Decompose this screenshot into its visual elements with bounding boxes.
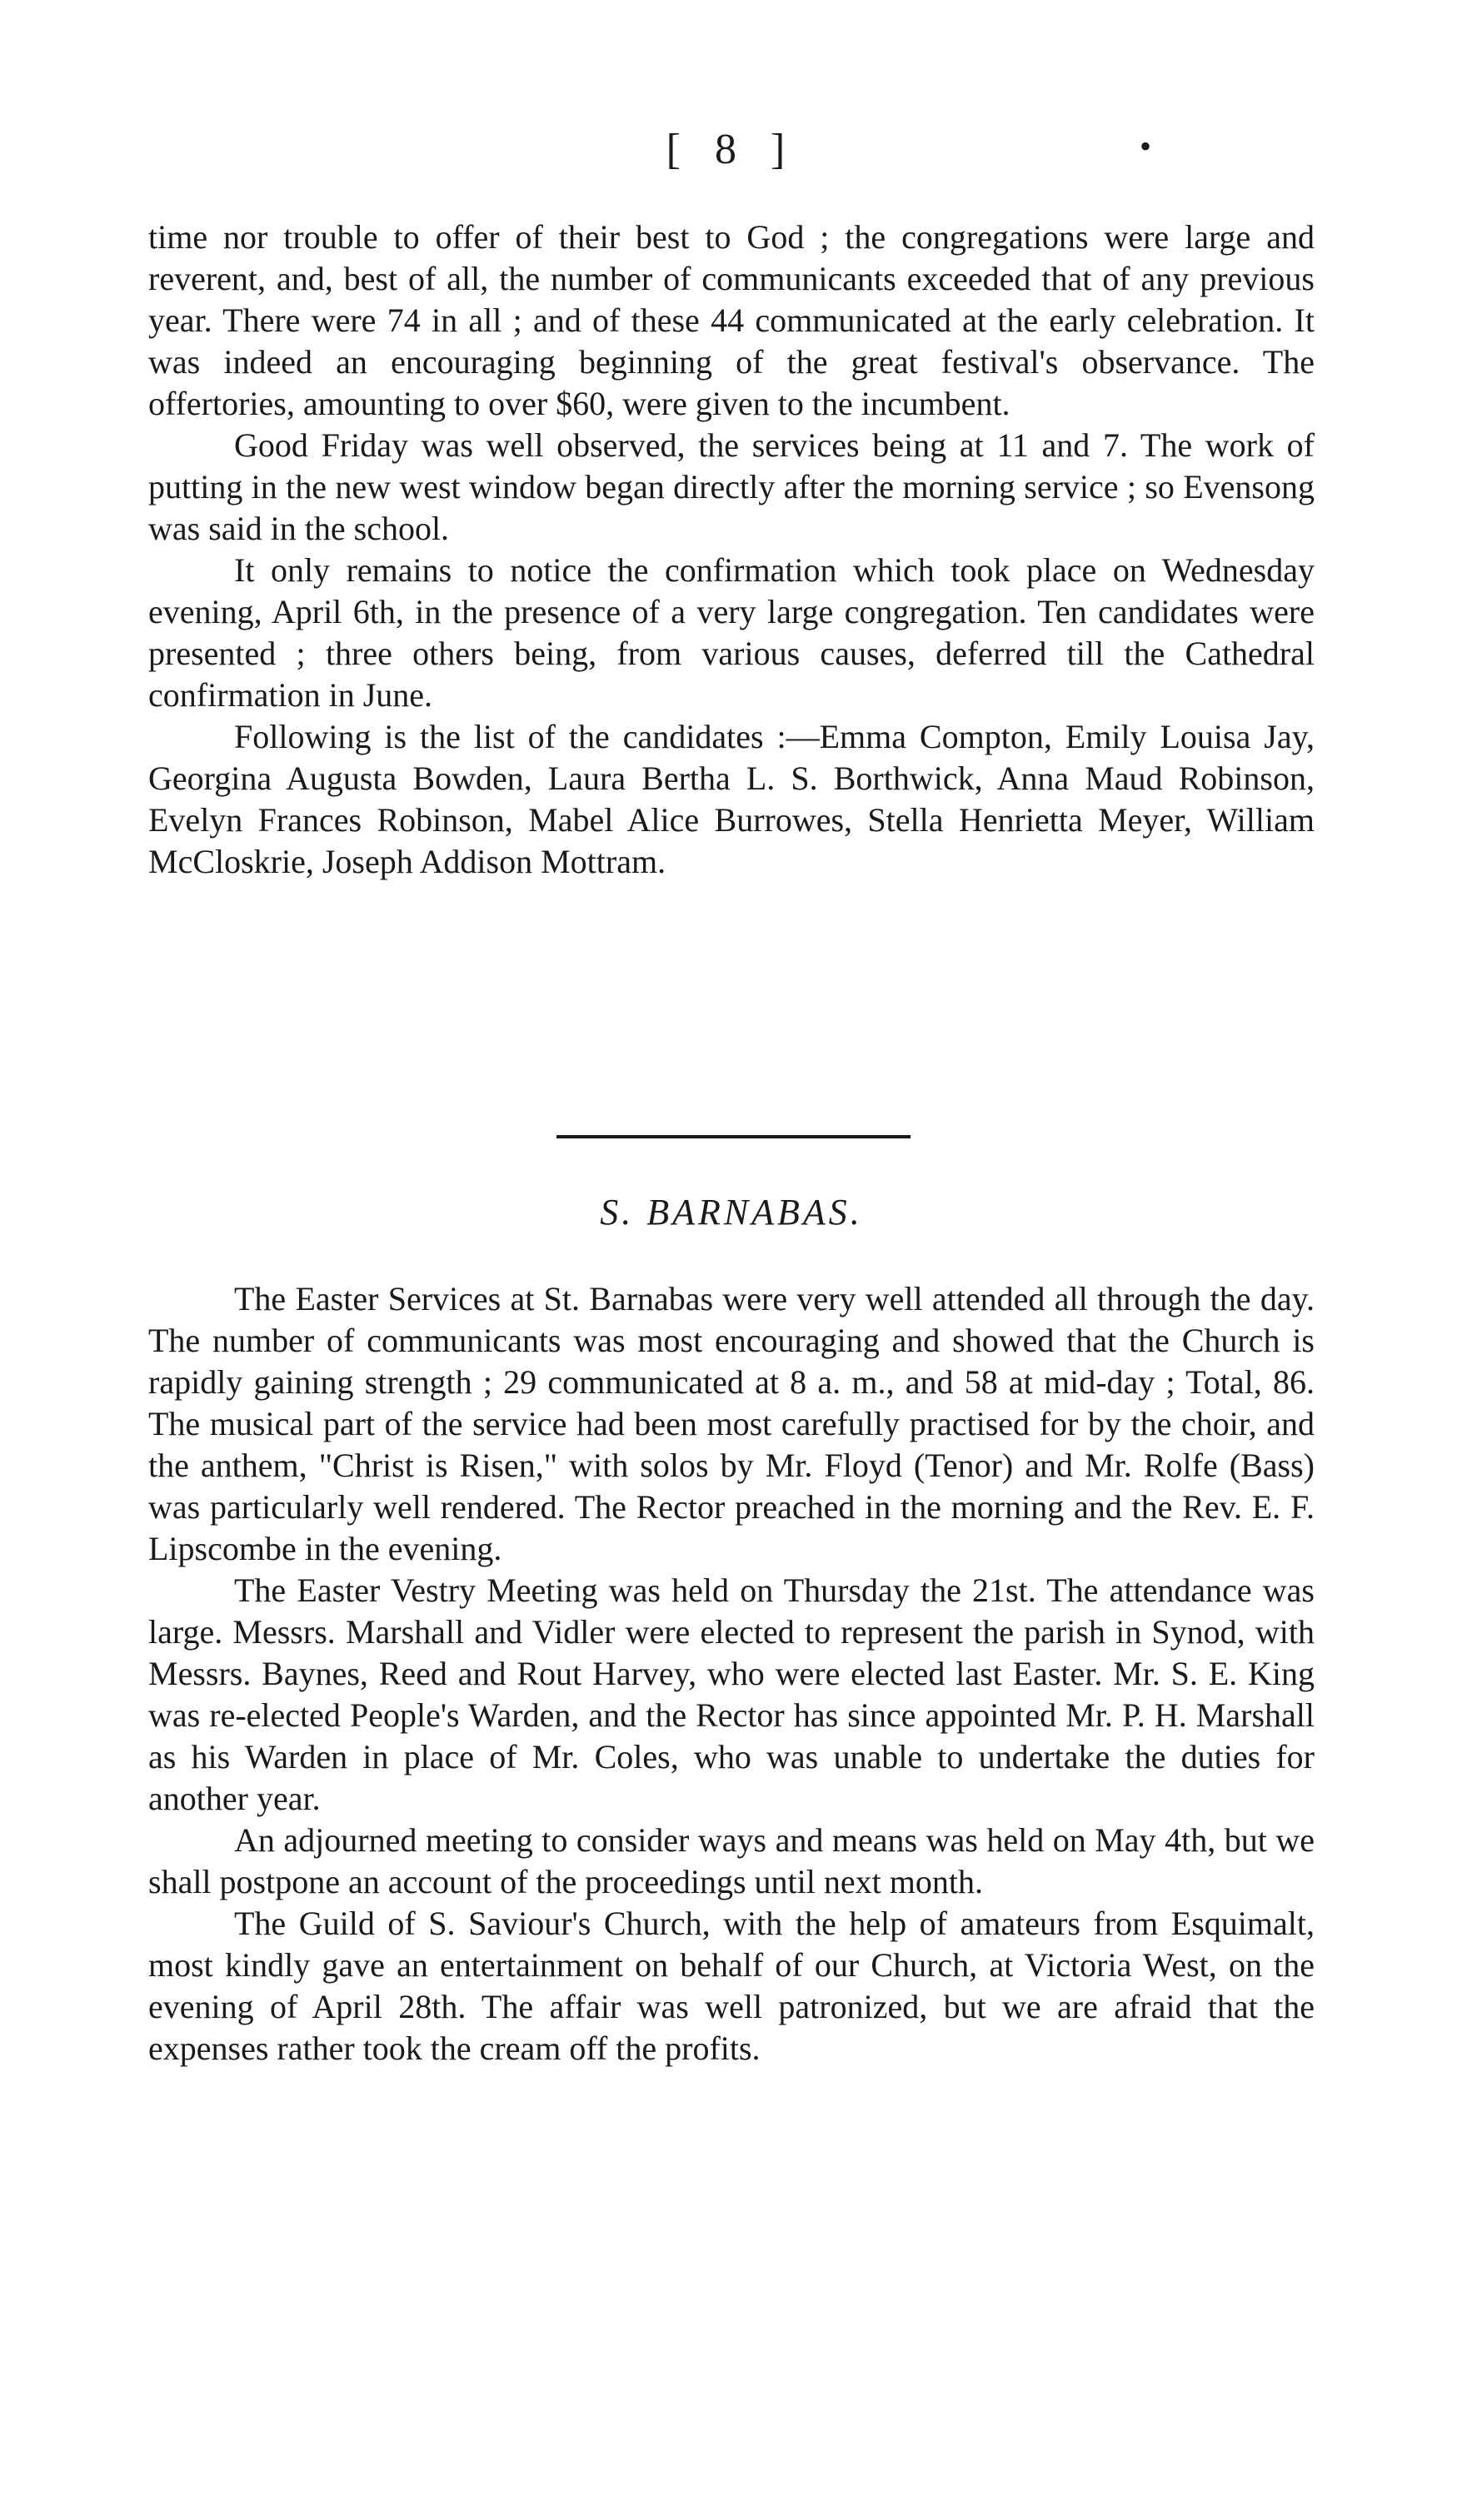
- section-heading: S. BARNABAS.: [600, 1192, 863, 1233]
- section-divider: [556, 1135, 911, 1138]
- intro-section: [148, 217, 1315, 883]
- paragraph: time nor trouble to offer of their best to God ; the congregations were large and reverent, and, best of all, the number of communicants exceeded that of any previous year. There were 74 in all ; and of these 44 communicated at the early celebration. It was indeed an encouraging beginning of the great festival's observance. The offertories, amounting to over $60, were given to the incumbent.: [148, 218, 1315, 422]
- page: [148, 0, 1315, 2520]
- paragraph: The Guild of S. Saviour's Church, with the help of amateurs from Esquimalt, most kindly gave an entertainment on behalf of our Church, at Victoria West, on the evening of April 28th. The affair was well patronized, but we are afraid that the expenses rather took the cream off the profits.: [148, 1905, 1315, 2067]
- stray-dot-mark: •: [1140, 127, 1152, 165]
- barnabas-section: [148, 1278, 1315, 2069]
- page-number: [ 8 ]: [666, 126, 797, 173]
- paragraph: Good Friday was well observed, the services being at 11 and 7. The work of putting in the new west window began directly after the morning service ; so Evensong was said in the school.: [148, 426, 1315, 547]
- paragraph: Following is the list of the candidates :—Emma Compton, Emily Louisa Jay, Georgina Augusta Bowden, Laura Bertha L. S. Borthwick, Anna Maud Robinson, Evelyn Frances Robinson, Mabel Alice Burrowes, Stella Henrietta Meyer, William McCloskrie, Joseph Addison Mottram.: [148, 718, 1315, 880]
- paragraph: It only remains to notice the confirmation which took place on Wednesday evening, April 6th, in the presence of a very large congregation. Ten candidates were presented ; three others being, from various causes, deferred till the Cathedral confirmation in June.: [148, 551, 1315, 714]
- paragraph: The Easter Vestry Meeting was held on Thursday the 21st. The attendance was large. Messrs. Marshall and Vidler were elected to represent the parish in Synod, with Messrs. Baynes, Reed and Rout Harvey, who were elected last Easter. Mr. S. E. King was re-elected People's Warden, and the Rector has since appointed Mr. P. H. Marshall as his Warden in place of Mr. Coles, who was unable to undertake the duties for another year.: [148, 1571, 1315, 1817]
- paragraph: The Easter Services at St. Barnabas were very well attended all through the day. The number of communicants was most encouraging and showed that the Church is rapidly gaining strength ; 29 communicated at 8 a. m., and 58 at mid-day ; Total, 86. The musical part of the service had been most carefully practised for by the choir, and the anthem, "Christ is Risen," with solos by Mr. Floyd (Tenor) and Mr. Rolfe (Bass) was particularly well rendered. The Rector preached in the morning and the Rev. E. F. Lipscombe in the evening.: [148, 1280, 1315, 1567]
- paragraph: An adjourned meeting to consider ways and means was held on May 4th, but we shall postpone an account of the proceedings until next month.: [148, 1821, 1315, 1900]
